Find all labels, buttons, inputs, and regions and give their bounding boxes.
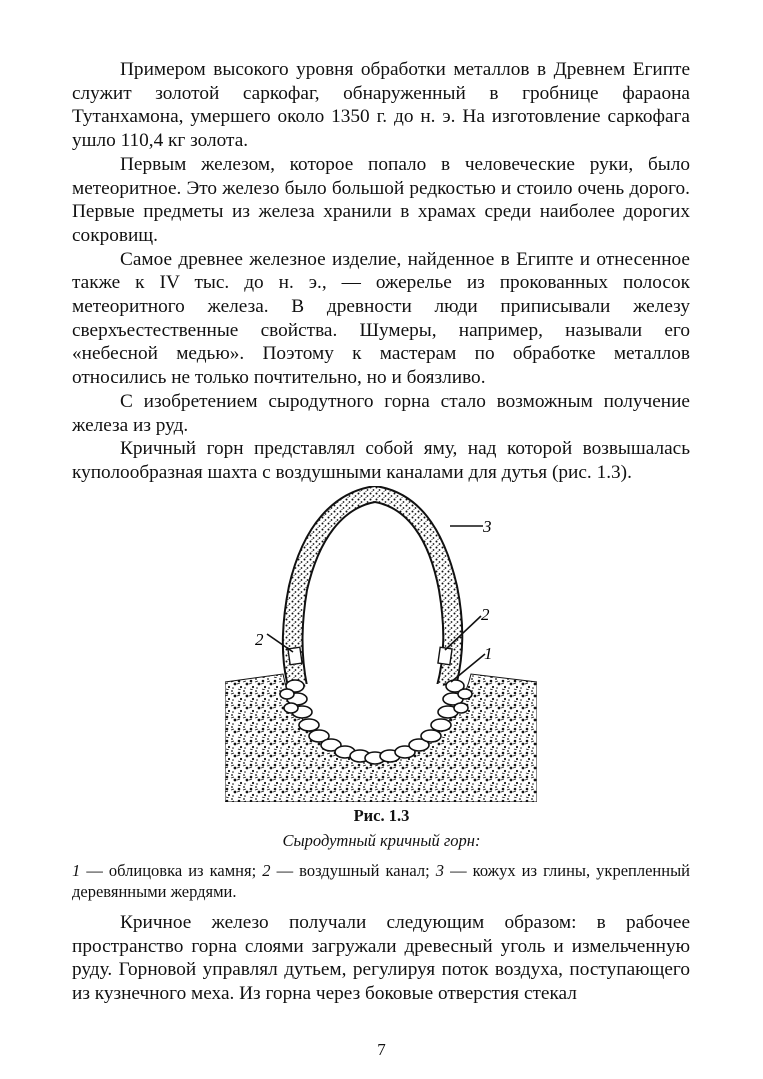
figure-title: Сыродутный кричный горн: (282, 831, 481, 850)
legend-number: 2 (262, 861, 271, 880)
paragraph: Кричное железо получали следующим образом: в рабочее пространство горна слоями загружали древесный уголь и измельченную руду. Горновой управлял дутьем, регулируя поток воздуха, поступающего из кузнечного меха. Из горна через боковые отверстия стекал (72, 912, 690, 1005)
legend-number: 3 (435, 861, 445, 880)
paragraph: Примером высокого уровня обработки металлов в Древнем Египте служит золотой саркофаг, обнаруженный в гробнице фараона Тутанхамона, умершего около 1350 г. до н. э. На изготовление саркофага ушло 110,4 кг золота. (72, 59, 690, 152)
legend-number: 1 (72, 861, 81, 880)
clay-casing (283, 486, 463, 686)
figure-number: Рис. 1.3 (353, 806, 410, 825)
callout-2-right: 2 (481, 605, 490, 624)
paragraph: Первым железом, которое попало в человеческие руки, было метеоритное. Это железо было большой редкостью и стоило очень дорого. Первые предметы из железа хранили в храмах среди наиболее дорогих сокровищ. (72, 153, 690, 246)
legend-text: — кожух из глины, укрепленный деревянными жердями. (72, 861, 690, 901)
callout-1: 1 (484, 644, 493, 663)
text-block-top (72, 58, 690, 485)
paragraph: С изобретением сыродутного горна стало возможным получение железа из руд. (72, 390, 690, 436)
callout-2-left: 2 (255, 630, 264, 649)
paragraph: Кричный горн представлял собой яму, над которой возвышалась куполообразная шахта с воздушными каналами для дутья (рис. 1.3). (72, 438, 690, 483)
furnace-figure (225, 486, 537, 802)
figure-legend (72, 860, 690, 902)
paragraph: Самое древнее железное изделие, найденное в Египте и отнесенное также к IV тыс. до н. э., — ожерелье из прокованных полосок метеоритного железа. В древности люди приписывали железу сверхъестественные свойства. Шумеры, например, называли его «небесной медью». Поэтому к мастерам по обработке металлов относились не только почтительно, но и боязливо. (72, 248, 690, 389)
page-number: 7 (377, 1040, 386, 1059)
legend-text: — воздушный канал; (270, 861, 436, 880)
text-block-bottom (72, 911, 690, 1006)
callout-3: 3 (483, 517, 492, 536)
legend-text: — облицовка из камня; (80, 861, 263, 880)
